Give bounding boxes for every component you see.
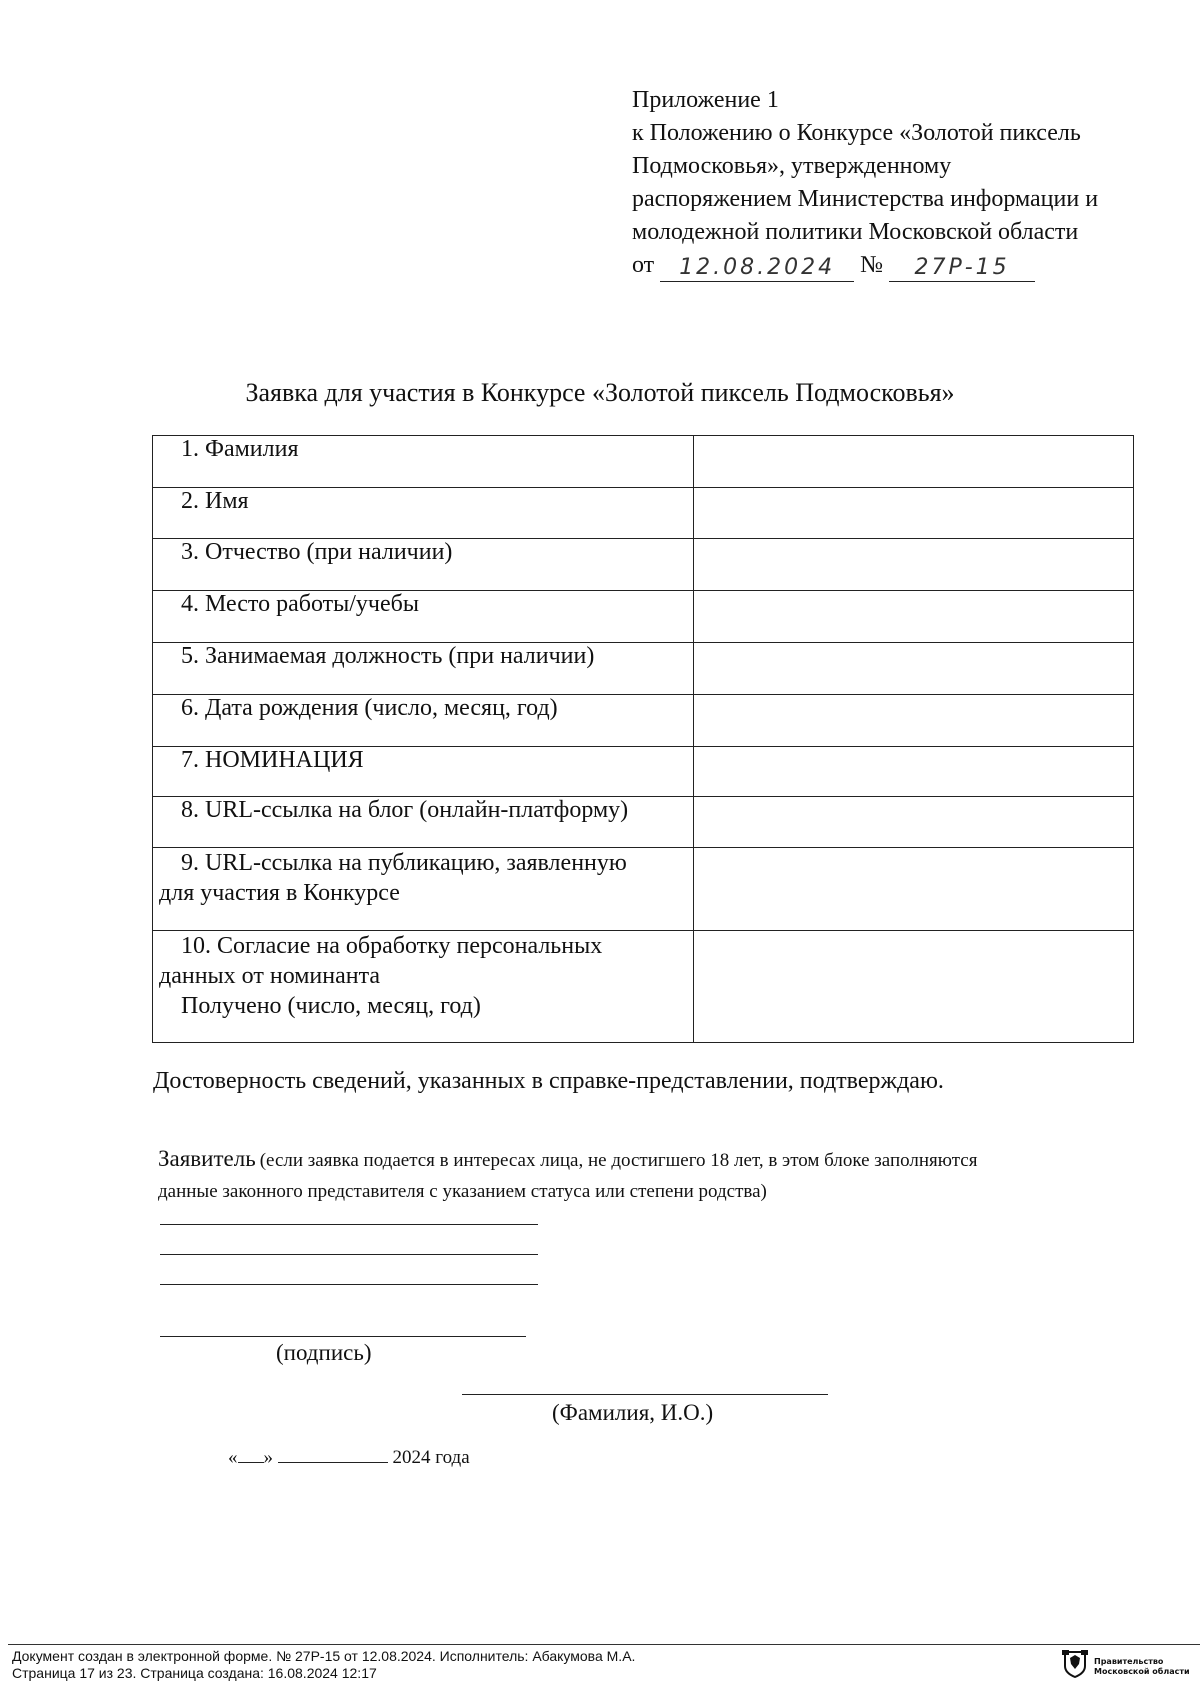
coat-of-arms-icon [1062,1650,1088,1683]
table-row [153,539,1134,591]
org-name-line-1: Правительство [1094,1656,1164,1666]
signature-line[interactable] [160,1336,526,1337]
header-line-1: Приложение 1 [632,87,779,113]
row-label: 3. Отчество (при наличии) [153,539,694,591]
table-row [153,591,1134,643]
footer-info [12,1648,635,1682]
applicant-line-1[interactable] [160,1224,538,1225]
table-row [153,931,1134,1043]
row-label: 10. Согласие на обработку персональных данных от номинанта Получено (число, месяц, год) [153,931,694,1043]
table-row [153,643,1134,695]
row-value-field[interactable] [693,539,1133,591]
header-line-3: Подмосковья», утвержденному [632,153,952,179]
row-value-field[interactable] [693,488,1133,539]
footer-line-2: Страница 17 из 23. Страница создана: 16.08.2024 12:17 [12,1665,377,1681]
footer-divider [8,1644,1200,1645]
order-number-field [889,255,1035,282]
order-date-field [660,255,854,282]
row-label: 9. URL-ссылка на публикацию, заявленную для участия в Конкурсе [153,848,694,931]
confirmation-statement: Достоверность сведений, указанных в справке-представлении, подтверждаю. [153,1068,944,1094]
table-row [153,488,1134,539]
footer-line-1: Документ создан в электронной форме. № 27Р-15 от 12.08.2024. Исполнитель: Абакумова М.А. [12,1648,636,1664]
table-row [153,848,1134,931]
row-value-field[interactable] [693,643,1133,695]
applicant-block [158,1144,1138,1207]
row-label: 8. URL-ссылка на блог (онлайн-платформу) [153,797,694,848]
appendix-header [632,84,1172,282]
header-line-4: распоряжением Министерства информации и [632,186,1099,212]
government-logo [1062,1650,1190,1683]
applicant-line-2[interactable] [160,1254,538,1255]
org-name-line-2: Московской области [1094,1666,1190,1676]
applicant-note-line-1: (если заявка подается в интересах лица, не достигшего 18 лет, в этом блоке заполняются [259,1150,978,1171]
application-table [152,435,1134,1043]
month-blank[interactable] [278,1446,388,1463]
sign-date-line [228,1446,470,1469]
row-label: 2. Имя [153,488,694,539]
number-label: № [860,252,884,278]
row-value-field[interactable] [693,591,1133,643]
day-blank[interactable] [238,1446,264,1463]
row-value-field[interactable] [693,747,1133,797]
row-value-field[interactable] [693,695,1133,747]
row-label: 1. Фамилия [153,436,694,488]
signature-caption: (подпись) [276,1340,372,1365]
fio-caption: (Фамилия, И.О.) [552,1400,714,1425]
from-label: от [632,252,655,278]
applicant-label: Заявитель [158,1146,256,1171]
row-label: 6. Дата рождения (число, месяц, год) [153,695,694,747]
row-label: 7. НОМИНАЦИЯ [153,747,694,797]
table-row [153,695,1134,747]
header-line-2: к Положению о Конкурсе «Золотой пиксель [632,120,1081,146]
order-number-handwritten: 27Р-15 [914,255,1010,280]
row-value-field[interactable] [693,931,1133,1043]
table-row [153,747,1134,797]
row-label: 4. Место работы/учебы [153,591,694,643]
order-date-handwritten: 12.08.2024 [679,255,836,280]
row-value-field[interactable] [693,436,1133,488]
table-row [153,436,1134,488]
row-label: 5. Занимаемая должность (при наличии) [153,643,694,695]
fio-line[interactable] [462,1394,828,1395]
applicant-line-3[interactable] [160,1284,538,1285]
order-date-number-row [632,249,1172,282]
row-value-field[interactable] [693,797,1133,848]
applicant-note-line-2: данные законного представителя с указанием статуса или степени родства) [158,1181,767,1202]
close-quote: » [263,1447,273,1468]
header-line-5: молодежной политики Московской области [632,219,1079,245]
year-text: 2024 года [392,1447,470,1468]
open-quote: « [228,1447,238,1468]
row-value-field[interactable] [693,848,1133,931]
table-row [153,797,1134,848]
form-title: Заявка для участия в Конкурсе «Золотой пиксель Подмосковья» [245,378,955,407]
